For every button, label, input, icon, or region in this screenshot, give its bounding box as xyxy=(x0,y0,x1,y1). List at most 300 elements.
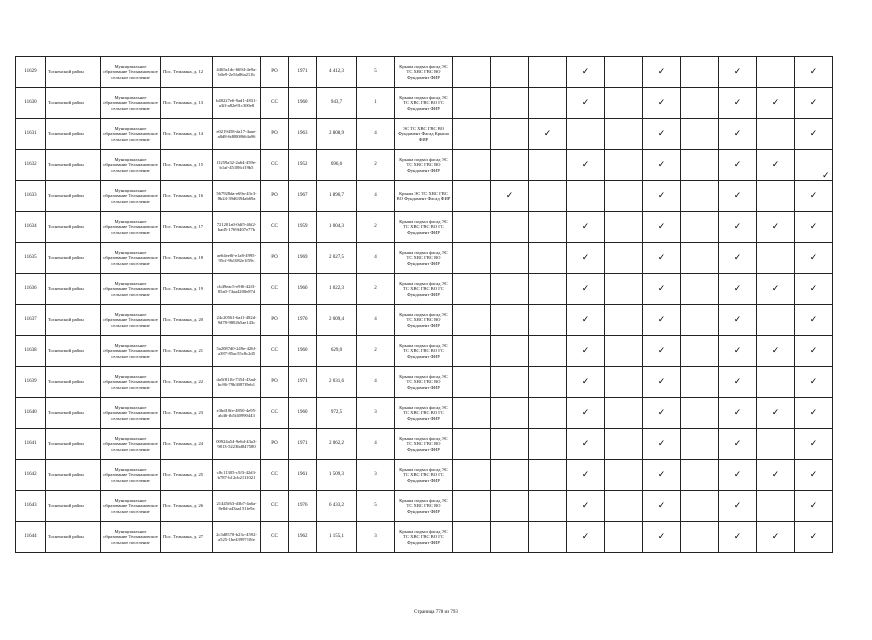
check-cell xyxy=(491,367,529,398)
check-cell xyxy=(719,522,757,553)
row-number: 11642 xyxy=(16,460,46,491)
check-cell xyxy=(681,398,719,429)
check-cell xyxy=(453,212,491,243)
check-cell xyxy=(643,57,681,88)
row-number: 11634 xyxy=(16,212,46,243)
check-mark-icon: ✓ xyxy=(809,314,818,325)
check-cell xyxy=(719,88,757,119)
ownership-cell: СС xyxy=(261,88,289,119)
check-mark-icon: ✓ xyxy=(771,407,780,418)
check-mark-icon: ✓ xyxy=(733,252,742,263)
building-id-cell: cb49eac5-e9f6-42f3-85a0-74aa4200e87d xyxy=(213,274,261,305)
area-cell: 1 155,1 xyxy=(317,522,357,553)
area-cell: 696,6 xyxy=(317,150,357,181)
check-cell xyxy=(567,181,605,212)
table-row xyxy=(16,429,833,460)
area-cell: 629,0 xyxy=(317,336,357,367)
check-cell xyxy=(681,243,719,274)
check-mark-icon: ✓ xyxy=(809,128,818,139)
year-cell: 1967 xyxy=(289,181,317,212)
table-row xyxy=(16,460,833,491)
check-mark-icon: ✓ xyxy=(733,407,742,418)
ownership-cell: СС xyxy=(261,491,289,522)
check-mark-icon: ✓ xyxy=(809,438,818,449)
check-cell xyxy=(605,181,643,212)
check-cell xyxy=(757,429,795,460)
check-cell xyxy=(453,150,491,181)
check-cell xyxy=(681,522,719,553)
district-cell: Тосненский район xyxy=(46,181,101,212)
check-cell xyxy=(719,491,757,522)
check-cell xyxy=(567,274,605,305)
check-cell xyxy=(795,119,833,150)
check-cell xyxy=(605,429,643,460)
table-row xyxy=(16,367,833,398)
check-cell xyxy=(719,150,757,181)
table-row xyxy=(16,181,833,212)
check-mark-icon: ✓ xyxy=(657,190,666,201)
table-row xyxy=(16,212,833,243)
check-cell xyxy=(529,212,567,243)
floors-cell: 3 xyxy=(357,398,395,429)
building-id-cell: ae64ee8f-e1a8-4995-95cf-9b1082e1f59c xyxy=(213,243,261,274)
check-cell xyxy=(453,522,491,553)
address-cell: Пос. Тельмана, д. 13 xyxy=(161,88,213,119)
check-cell xyxy=(719,119,757,150)
check-mark-icon: ✓ xyxy=(771,469,780,480)
building-id-cell: c8c11305-c5f3-42d3-b787-b12cb2111021 xyxy=(213,460,261,491)
check-cell xyxy=(719,243,757,274)
area-cell: 2 808,9 xyxy=(317,119,357,150)
check-cell xyxy=(681,305,719,336)
check-mark-icon: ✓ xyxy=(543,128,552,139)
check-cell xyxy=(719,398,757,429)
building-id-cell: 721201a0-0df5-46f2-bad5-1769f407e77b xyxy=(213,212,261,243)
row-number: 11640 xyxy=(16,398,46,429)
check-mark-icon: ✓ xyxy=(809,376,818,387)
check-cell xyxy=(453,491,491,522)
check-mark-icon: ✓ xyxy=(657,438,666,449)
check-cell xyxy=(643,150,681,181)
floors-cell: 1 xyxy=(357,88,395,119)
municipality-cell: Муниципальное образование Тельмановское сельское поселение xyxy=(101,181,161,212)
check-cell xyxy=(643,119,681,150)
row-number: 11631 xyxy=(16,119,46,150)
check-cell xyxy=(453,88,491,119)
district-cell: Тосненский район xyxy=(46,57,101,88)
address-cell: Пос. Тельмана, д. 20 xyxy=(161,305,213,336)
check-cell xyxy=(605,119,643,150)
check-mark-icon: ✓ xyxy=(733,66,742,77)
check-cell xyxy=(643,522,681,553)
check-mark-icon: ✓ xyxy=(809,252,818,263)
check-mark-icon: ✓ xyxy=(809,190,818,201)
check-cell xyxy=(453,398,491,429)
check-cell xyxy=(529,119,567,150)
floors-cell: 3 xyxy=(357,460,395,491)
check-mark-icon: ✓ xyxy=(657,531,666,542)
check-mark-icon: ✓ xyxy=(657,314,666,325)
year-cell: 1959 xyxy=(289,212,317,243)
district-cell: Тосненский район xyxy=(46,367,101,398)
check-cell xyxy=(605,274,643,305)
row-number: 11639 xyxy=(16,367,46,398)
table-row xyxy=(16,119,833,150)
check-cell xyxy=(757,181,795,212)
check-cell xyxy=(719,274,757,305)
check-mark-icon: ✓ xyxy=(809,531,818,542)
floors-cell: 2 xyxy=(357,150,395,181)
municipality-cell: Муниципальное образование Тельмановское сельское поселение xyxy=(101,305,161,336)
check-cell xyxy=(529,398,567,429)
check-cell xyxy=(491,460,529,491)
row-number: 11641 xyxy=(16,429,46,460)
check-cell xyxy=(529,181,567,212)
check-cell xyxy=(795,57,833,88)
check-mark-icon: ✓ xyxy=(809,407,818,418)
check-cell xyxy=(453,336,491,367)
area-cell: 4 412,3 xyxy=(317,57,357,88)
ownership-cell: РО xyxy=(261,119,289,150)
check-cell xyxy=(719,336,757,367)
check-cell xyxy=(491,336,529,367)
ownership-cell: РО xyxy=(261,181,289,212)
municipality-cell: Муниципальное образование Тельмановское сельское поселение xyxy=(101,212,161,243)
ownership-cell: СС xyxy=(261,150,289,181)
floors-cell: 5 xyxy=(357,491,395,522)
check-cell xyxy=(795,460,833,491)
area-cell: 2 062,2 xyxy=(317,429,357,460)
district-cell: Тосненский район xyxy=(46,274,101,305)
check-cell xyxy=(757,367,795,398)
row-number: 11630 xyxy=(16,88,46,119)
check-mark-icon: ✓ xyxy=(809,221,818,232)
check-cell xyxy=(605,150,643,181)
check-cell xyxy=(567,398,605,429)
check-cell xyxy=(719,429,757,460)
check-cell xyxy=(491,150,529,181)
ownership-cell: СС xyxy=(261,398,289,429)
check-cell xyxy=(681,274,719,305)
row-number: 11638 xyxy=(16,336,46,367)
check-mark-icon: ✓ xyxy=(657,66,666,77)
check-cell xyxy=(795,212,833,243)
check-cell xyxy=(757,398,795,429)
works-cell: Крыша подвал фасад ЭС ТС ХВС ГВС ВО ГС Фундамент ФИР xyxy=(395,212,453,243)
check-cell xyxy=(719,367,757,398)
municipality-cell: Муниципальное образование Тельмановское сельское поселение xyxy=(101,429,161,460)
ownership-cell: СС xyxy=(261,336,289,367)
year-cell: 1971 xyxy=(289,57,317,88)
table-row xyxy=(16,305,833,336)
check-mark-icon: ✓ xyxy=(581,221,590,232)
check-cell xyxy=(491,181,529,212)
building-id-cell: 2c3d8570-b23c-4592-a525-1be4399710fe xyxy=(213,522,261,553)
building-id-cell: f1259a32-2a64-459e-b1af-45188cf19b5 xyxy=(213,150,261,181)
check-cell xyxy=(795,305,833,336)
check-cell xyxy=(529,88,567,119)
ownership-cell: СС xyxy=(261,274,289,305)
check-mark-icon: ✓ xyxy=(657,469,666,480)
page-footer: Страница 778 из 793 xyxy=(414,610,458,615)
check-cell xyxy=(681,491,719,522)
check-cell xyxy=(643,274,681,305)
floors-cell: 4 xyxy=(357,243,395,274)
check-mark-icon: ✓ xyxy=(657,128,666,139)
check-cell xyxy=(453,119,491,150)
check-cell xyxy=(757,243,795,274)
check-cell xyxy=(529,522,567,553)
check-mark-icon: ✓ xyxy=(771,283,780,294)
floors-cell: 2 xyxy=(357,336,395,367)
works-cell: Крыша подвал фасад ЭС ТС ХВС ГВС ВО Фундамент ФИР xyxy=(395,243,453,274)
check-cell xyxy=(719,460,757,491)
check-cell xyxy=(529,57,567,88)
district-cell: Тосненский район xyxy=(46,336,101,367)
check-cell xyxy=(757,460,795,491)
municipality-cell: Муниципальное образование Тельмановское сельское поселение xyxy=(101,367,161,398)
check-cell xyxy=(719,305,757,336)
check-cell xyxy=(567,243,605,274)
district-cell: Тосненский район xyxy=(46,305,101,336)
check-cell xyxy=(757,305,795,336)
check-mark-icon: ✓ xyxy=(771,531,780,542)
check-cell xyxy=(491,522,529,553)
check-mark-icon: ✓ xyxy=(733,314,742,325)
check-cell xyxy=(453,367,491,398)
building-id-cell: 4465a1dc-6694-4e9a-b0e9-2e5fa86a211b xyxy=(213,57,261,88)
address-cell: Пос. Тельмана, д. 12 xyxy=(161,57,213,88)
check-cell xyxy=(795,336,833,367)
works-cell: Крыша подвал фасад ЭС ТС ХВС ГВС ВО Фундамент ФИР xyxy=(395,491,453,522)
ownership-cell: РО xyxy=(261,57,289,88)
municipality-cell: Муниципальное образование Тельмановское сельское поселение xyxy=(101,336,161,367)
check-cell xyxy=(453,57,491,88)
check-cell xyxy=(643,305,681,336)
check-cell xyxy=(491,57,529,88)
check-cell xyxy=(453,274,491,305)
year-cell: 1971 xyxy=(289,429,317,460)
works-table xyxy=(15,56,833,553)
check-cell xyxy=(491,119,529,150)
district-cell: Тосненский район xyxy=(46,119,101,150)
address-cell: Пос. Тельмана, д. 16 xyxy=(161,181,213,212)
check-mark-icon: ✓ xyxy=(733,159,742,170)
ownership-cell: РО xyxy=(261,429,289,460)
address-cell: Пос. Тельмана, д. 27 xyxy=(161,522,213,553)
check-mark-icon: ✓ xyxy=(657,159,666,170)
check-cell xyxy=(453,243,491,274)
check-cell xyxy=(643,429,681,460)
building-id-cell: e3bd10fe-4850-4e95-ab46-fb5f40990443 xyxy=(213,398,261,429)
building-id-cell: da5f811b-7354-43ad-bc86-79b3087f9eb1 xyxy=(213,367,261,398)
works-cell: Крыша подвал фасад ЭС ТС ХВС ГВС ВО Фундамент ФИР xyxy=(395,429,453,460)
check-cell xyxy=(605,57,643,88)
check-mark-icon: ✓ xyxy=(657,345,666,356)
check-cell xyxy=(605,212,643,243)
municipality-cell: Муниципальное образование Тельмановское сельское поселение xyxy=(101,57,161,88)
check-cell xyxy=(605,305,643,336)
building-id-cell: 567928da-e69a-43c3-8b24-39d6394ab69a xyxy=(213,181,261,212)
row-number: 11633 xyxy=(16,181,46,212)
check-cell xyxy=(605,398,643,429)
check-mark-icon: ✓ xyxy=(733,128,742,139)
check-cell xyxy=(605,460,643,491)
area-cell: 1 509,3 xyxy=(317,460,357,491)
ownership-cell: РО xyxy=(261,305,289,336)
check-mark-icon: ✓ xyxy=(733,221,742,232)
check-cell xyxy=(643,336,681,367)
check-cell xyxy=(605,367,643,398)
check-cell xyxy=(567,88,605,119)
check-mark-icon: ✓ xyxy=(581,97,590,108)
stray-check-mark: ✓ xyxy=(822,171,830,181)
check-mark-icon: ✓ xyxy=(657,252,666,263)
year-cell: 1969 xyxy=(289,243,317,274)
works-cell: Крыша подвал фасад ЭС ТС ХВС ГВС ВО ГС Фундамент ФИР xyxy=(395,460,453,491)
row-number: 11632 xyxy=(16,150,46,181)
floors-cell: 2 xyxy=(357,274,395,305)
building-id-cell: b48227e6-9ad1-4831-a3ff-a82e91c300e8 xyxy=(213,88,261,119)
table-row xyxy=(16,274,833,305)
check-mark-icon: ✓ xyxy=(733,345,742,356)
check-cell xyxy=(643,398,681,429)
check-cell xyxy=(757,119,795,150)
check-mark-icon: ✓ xyxy=(581,66,590,77)
check-mark-icon: ✓ xyxy=(657,407,666,418)
check-mark-icon: ✓ xyxy=(581,252,590,263)
table-row xyxy=(16,88,833,119)
check-mark-icon: ✓ xyxy=(657,221,666,232)
check-mark-icon: ✓ xyxy=(657,500,666,511)
check-cell xyxy=(605,88,643,119)
check-mark-icon: ✓ xyxy=(733,500,742,511)
check-cell xyxy=(795,367,833,398)
address-cell: Пос. Тельмана, д. 14 xyxy=(161,119,213,150)
check-cell xyxy=(567,522,605,553)
year-cell: 1971 xyxy=(289,367,317,398)
check-cell xyxy=(605,336,643,367)
check-cell xyxy=(681,460,719,491)
check-cell xyxy=(643,243,681,274)
municipality-cell: Муниципальное образование Тельмановское сельское поселение xyxy=(101,460,161,491)
check-mark-icon: ✓ xyxy=(733,469,742,480)
check-cell xyxy=(605,491,643,522)
check-cell xyxy=(681,181,719,212)
building-id-cell: 21445f63-d3b7-4a6a-8e8d-a43aa151fe9a xyxy=(213,491,261,522)
check-mark-icon: ✓ xyxy=(733,190,742,201)
works-cell: Крыша ЭС ТС ХВС ГВС ВО Фундамент Фасад ФИР xyxy=(395,181,453,212)
check-cell xyxy=(643,88,681,119)
check-mark-icon: ✓ xyxy=(581,500,590,511)
building-id-cell: e0219458-da17-4aae-a8d8-6d8008664a96 xyxy=(213,119,261,150)
check-cell xyxy=(643,212,681,243)
check-cell xyxy=(757,522,795,553)
check-cell xyxy=(681,367,719,398)
check-cell xyxy=(491,212,529,243)
check-cell xyxy=(529,305,567,336)
address-cell: Пос. Тельмана, д. 22 xyxy=(161,367,213,398)
check-cell xyxy=(567,150,605,181)
row-number: 11637 xyxy=(16,305,46,336)
floors-cell: 5 xyxy=(357,57,395,88)
check-mark-icon: ✓ xyxy=(581,407,590,418)
check-mark-icon: ✓ xyxy=(581,345,590,356)
check-cell xyxy=(643,367,681,398)
floors-cell: 4 xyxy=(357,305,395,336)
row-number: 11644 xyxy=(16,522,46,553)
building-id-cell: 00924a54-9e6d-43a3-9813-52236d847580 xyxy=(213,429,261,460)
check-mark-icon: ✓ xyxy=(657,97,666,108)
ownership-cell: СС xyxy=(261,460,289,491)
district-cell: Тосненский район xyxy=(46,460,101,491)
check-cell xyxy=(529,491,567,522)
municipality-cell: Муниципальное образование Тельмановское сельское поселение xyxy=(101,398,161,429)
district-cell: Тосненский район xyxy=(46,150,101,181)
district-cell: Тосненский район xyxy=(46,212,101,243)
check-mark-icon: ✓ xyxy=(505,190,514,201)
district-cell: Тосненский район xyxy=(46,398,101,429)
year-cell: 1960 xyxy=(289,274,317,305)
floors-cell: 4 xyxy=(357,367,395,398)
year-cell: 1970 xyxy=(289,305,317,336)
table-row xyxy=(16,336,833,367)
check-mark-icon: ✓ xyxy=(657,376,666,387)
check-mark-icon: ✓ xyxy=(581,438,590,449)
check-cell xyxy=(757,88,795,119)
check-cell xyxy=(491,274,529,305)
year-cell: 1961 xyxy=(289,460,317,491)
check-mark-icon: ✓ xyxy=(733,283,742,294)
check-mark-icon: ✓ xyxy=(771,97,780,108)
check-cell xyxy=(795,243,833,274)
area-cell: 6 433,2 xyxy=(317,491,357,522)
ownership-cell: СС xyxy=(261,522,289,553)
check-cell xyxy=(643,460,681,491)
area-cell: 1 896,7 xyxy=(317,181,357,212)
check-cell xyxy=(605,243,643,274)
year-cell: 1976 xyxy=(289,491,317,522)
check-cell xyxy=(567,491,605,522)
check-cell xyxy=(681,119,719,150)
district-cell: Тосненский район xyxy=(46,243,101,274)
check-mark-icon: ✓ xyxy=(581,283,590,294)
address-cell: Пос. Тельмана, д. 21 xyxy=(161,336,213,367)
check-cell xyxy=(567,212,605,243)
check-mark-icon: ✓ xyxy=(733,531,742,542)
check-cell xyxy=(529,243,567,274)
works-cell: Крыша подвал фасад ЭС ТС ХВС ГВС ВО Фундамент ФИР xyxy=(395,57,453,88)
check-mark-icon: ✓ xyxy=(771,159,780,170)
area-cell: 1 004,3 xyxy=(317,212,357,243)
check-cell xyxy=(681,57,719,88)
check-cell xyxy=(719,212,757,243)
area-cell: 943,7 xyxy=(317,88,357,119)
address-cell: Пос. Тельмана, д. 19 xyxy=(161,274,213,305)
check-mark-icon: ✓ xyxy=(581,531,590,542)
check-mark-icon: ✓ xyxy=(581,159,590,170)
check-mark-icon: ✓ xyxy=(581,469,590,480)
check-cell xyxy=(757,57,795,88)
area-cell: 2 027,5 xyxy=(317,243,357,274)
address-cell: Пос. Тельмана, д. 26 xyxy=(161,491,213,522)
check-cell xyxy=(567,336,605,367)
table-row xyxy=(16,491,833,522)
year-cell: 1962 xyxy=(289,522,317,553)
check-cell xyxy=(567,57,605,88)
table-row xyxy=(16,243,833,274)
year-cell: 1960 xyxy=(289,88,317,119)
